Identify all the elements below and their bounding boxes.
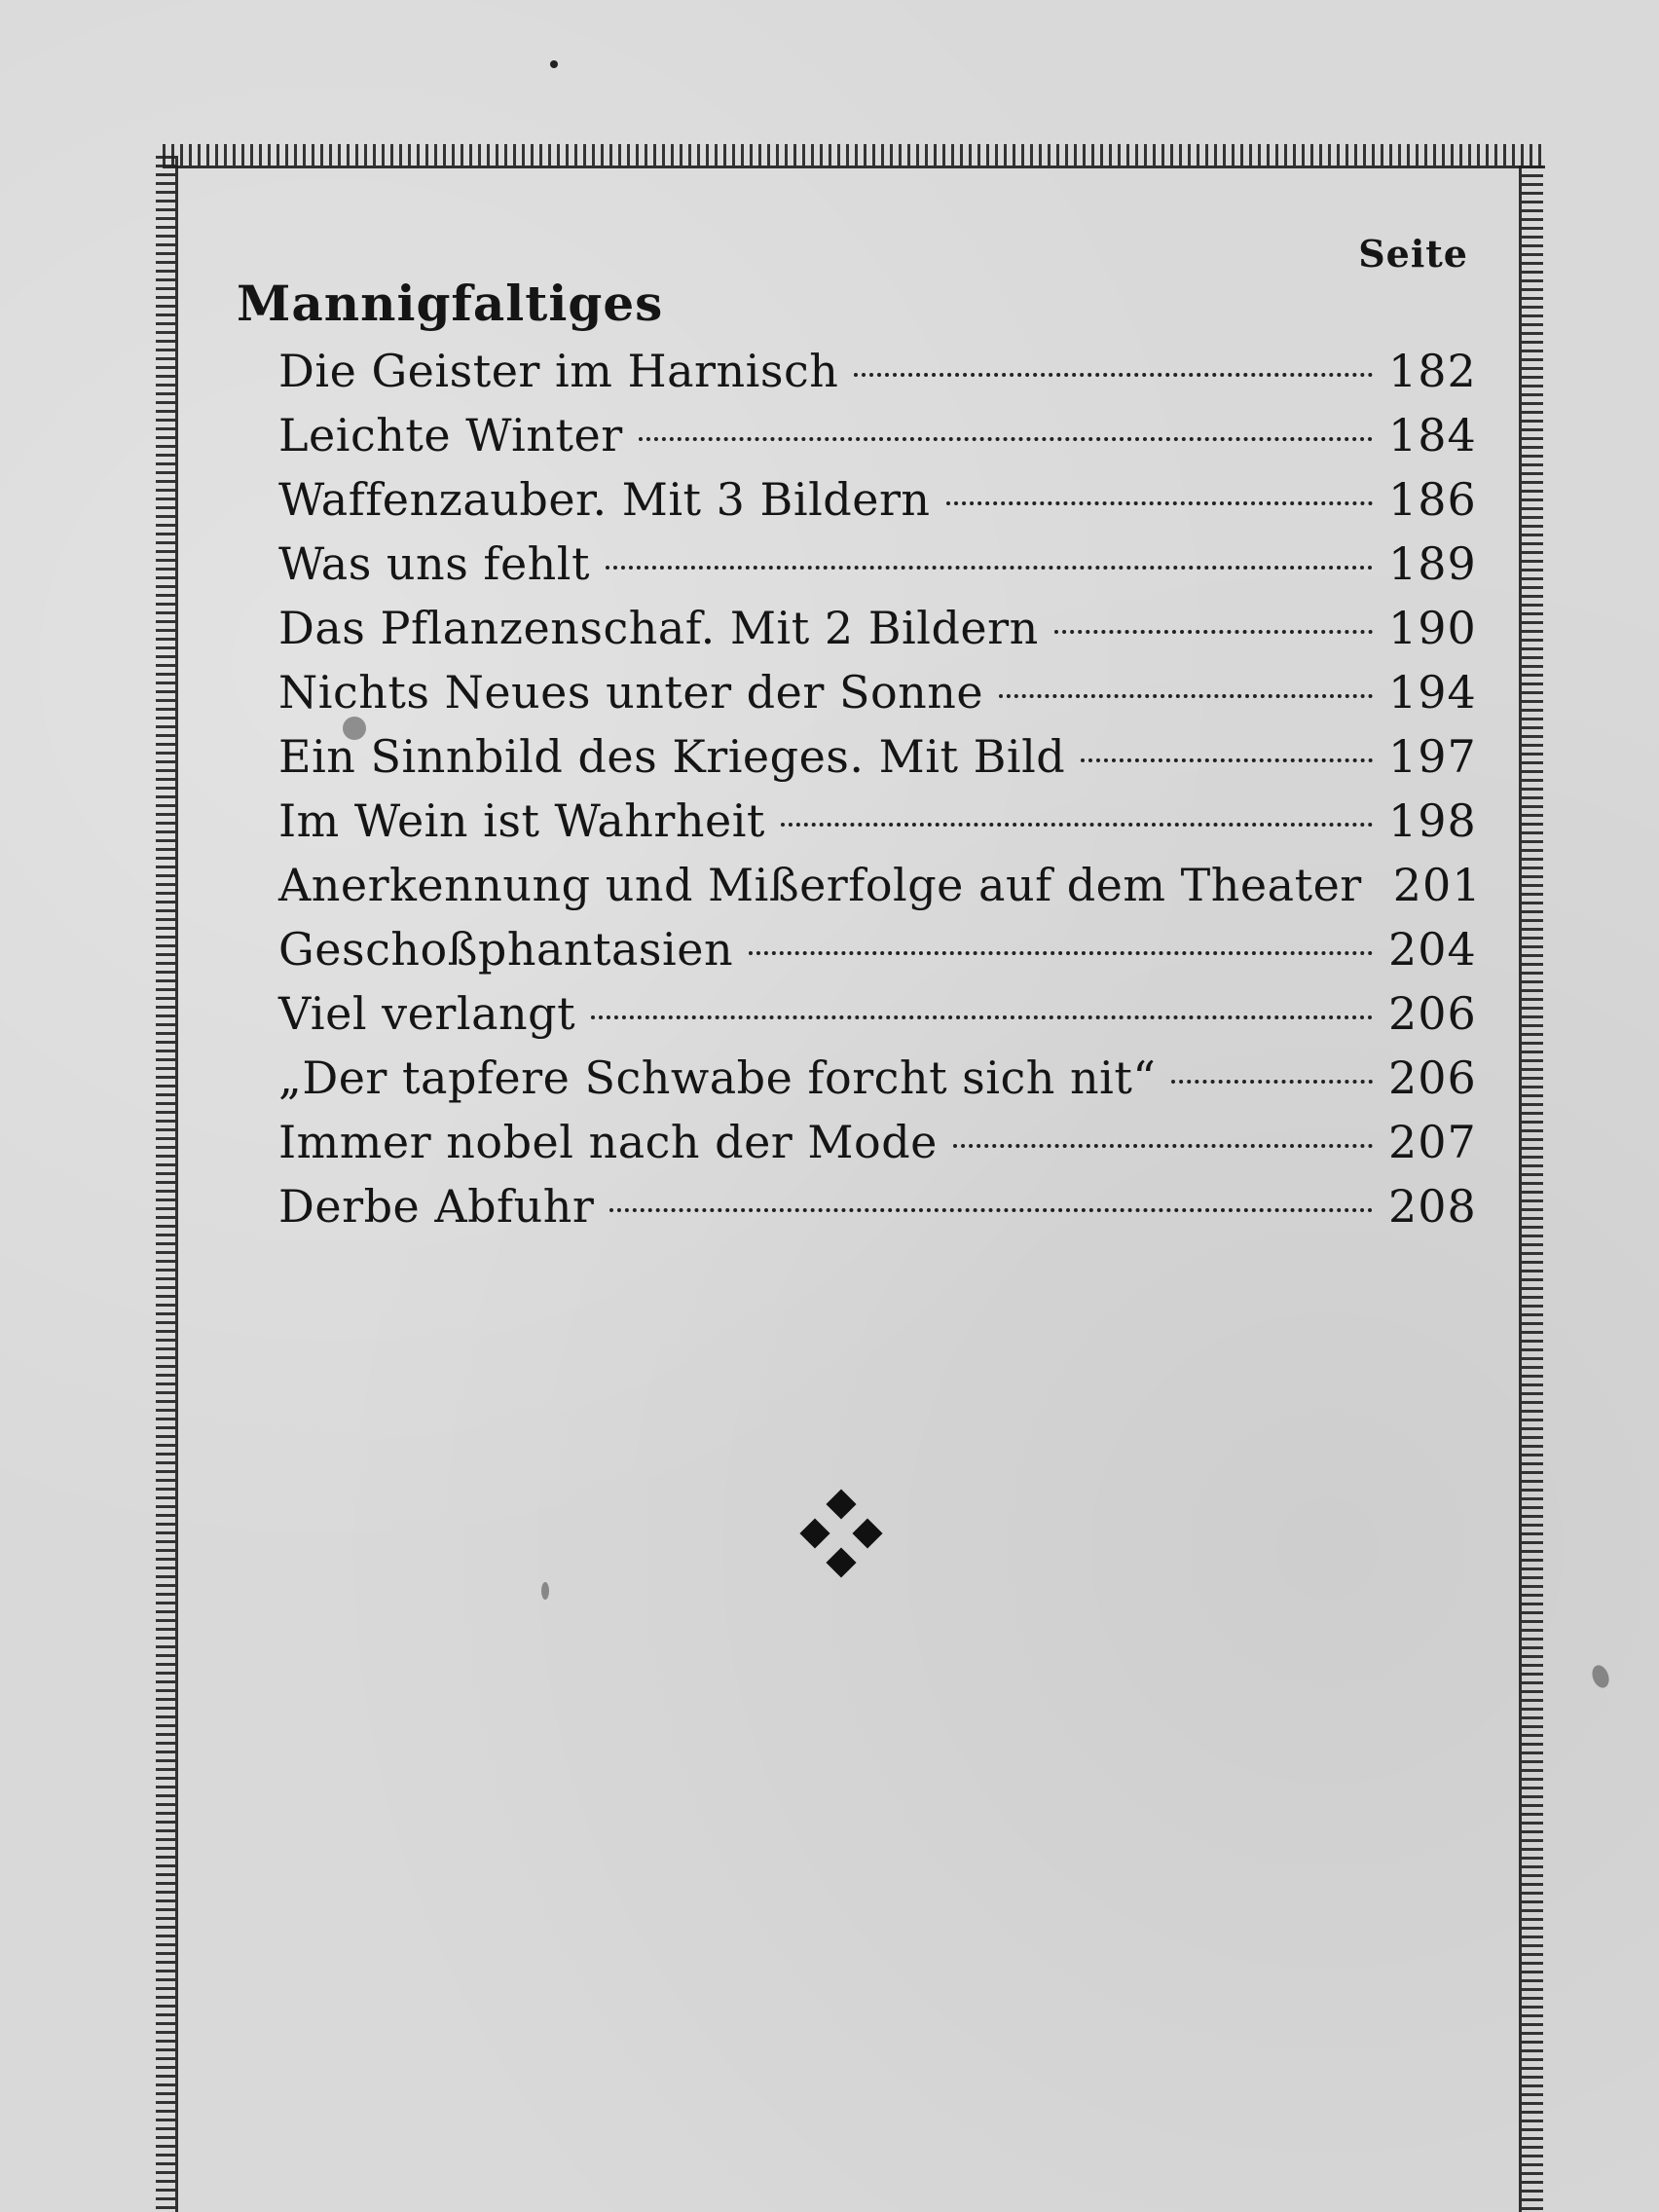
page-number: 197 (1388, 730, 1477, 783)
toc-row (278, 339, 1477, 403)
dot-leader (609, 1208, 1373, 1212)
dot-leader (781, 823, 1373, 827)
page-number: 208 (1388, 1180, 1477, 1233)
toc-row (278, 596, 1477, 660)
ink-smudge (541, 1582, 549, 1600)
top-dot (550, 60, 558, 68)
toc-title: Waffenzauber. Mit 3 Bildern (278, 473, 931, 526)
page-number: 194 (1388, 666, 1477, 719)
dot-leader (946, 501, 1373, 505)
dot-leader (953, 1144, 1373, 1148)
toc-row (278, 403, 1477, 467)
dot-leader (591, 1015, 1373, 1019)
dot-leader (749, 951, 1373, 955)
toc-row (278, 853, 1482, 917)
dot-leader (639, 437, 1373, 441)
toc-title: Immer nobel nach der Mode (278, 1116, 938, 1168)
toc-row (278, 1174, 1477, 1238)
table-of-contents (278, 339, 1482, 1238)
toc-title: Was uns fehlt (278, 537, 590, 590)
ink-smudge (1589, 1663, 1611, 1690)
page-number: 198 (1388, 794, 1477, 847)
diamond-icon (826, 1547, 856, 1577)
toc-row (278, 981, 1477, 1046)
toc-row (278, 467, 1477, 532)
toc-row (278, 724, 1477, 789)
page-number: 204 (1388, 923, 1477, 976)
page-number: 206 (1388, 1051, 1477, 1104)
toc-title: Geschoßphantasien (278, 923, 734, 976)
page-number: 190 (1388, 602, 1477, 654)
toc-title: Derbe Abfuhr (278, 1180, 595, 1233)
dot-leader (854, 373, 1373, 377)
toc-title: Anerkennung und Mißerfolge auf dem Theater (278, 859, 1362, 911)
page-column-label: Seite (1358, 232, 1468, 276)
top-ornamental-border (163, 144, 1545, 168)
left-ornamental-border (156, 156, 178, 2212)
toc-title: Leichte Winter (278, 409, 623, 461)
toc-row (278, 532, 1477, 596)
right-ornamental-border (1519, 166, 1543, 2212)
page-number: 201 (1392, 859, 1482, 911)
page-number: 186 (1388, 473, 1477, 526)
section-title: Mannigfaltiges (237, 275, 664, 332)
toc-row (278, 660, 1477, 724)
dot-leader (1081, 758, 1373, 762)
toc-title: Die Geister im Harnisch (278, 345, 839, 397)
toc-title: Ein Sinnbild des Krieges. Mit Bild (278, 730, 1066, 783)
toc-row (278, 917, 1477, 981)
toc-title: Nichts Neues unter der Sonne (278, 666, 984, 719)
dot-leader (606, 566, 1373, 570)
toc-row (278, 789, 1477, 853)
toc-title: „Der tapfere Schwabe forcht sich nit“ (278, 1051, 1157, 1104)
toc-row (278, 1046, 1477, 1110)
dot-leader (1171, 1080, 1373, 1084)
diamond-cluster-icon (796, 1490, 886, 1579)
toc-title: Viel verlangt (278, 987, 576, 1040)
toc-title: Im Wein ist Wahrheit (278, 794, 765, 847)
dot-leader (999, 694, 1373, 698)
ink-smudge (343, 717, 366, 740)
diamond-icon (799, 1518, 830, 1548)
dot-leader (1054, 630, 1373, 634)
toc-title: Das Pflanzenschaf. Mit 2 Bildern (278, 602, 1039, 654)
page-number: 182 (1388, 345, 1477, 397)
page-number: 189 (1388, 537, 1477, 590)
diamond-icon (852, 1518, 882, 1548)
page-number: 207 (1388, 1116, 1477, 1168)
page-number: 184 (1388, 409, 1477, 461)
toc-row (278, 1110, 1477, 1174)
page-number: 206 (1388, 987, 1477, 1040)
diamond-icon (826, 1489, 856, 1519)
